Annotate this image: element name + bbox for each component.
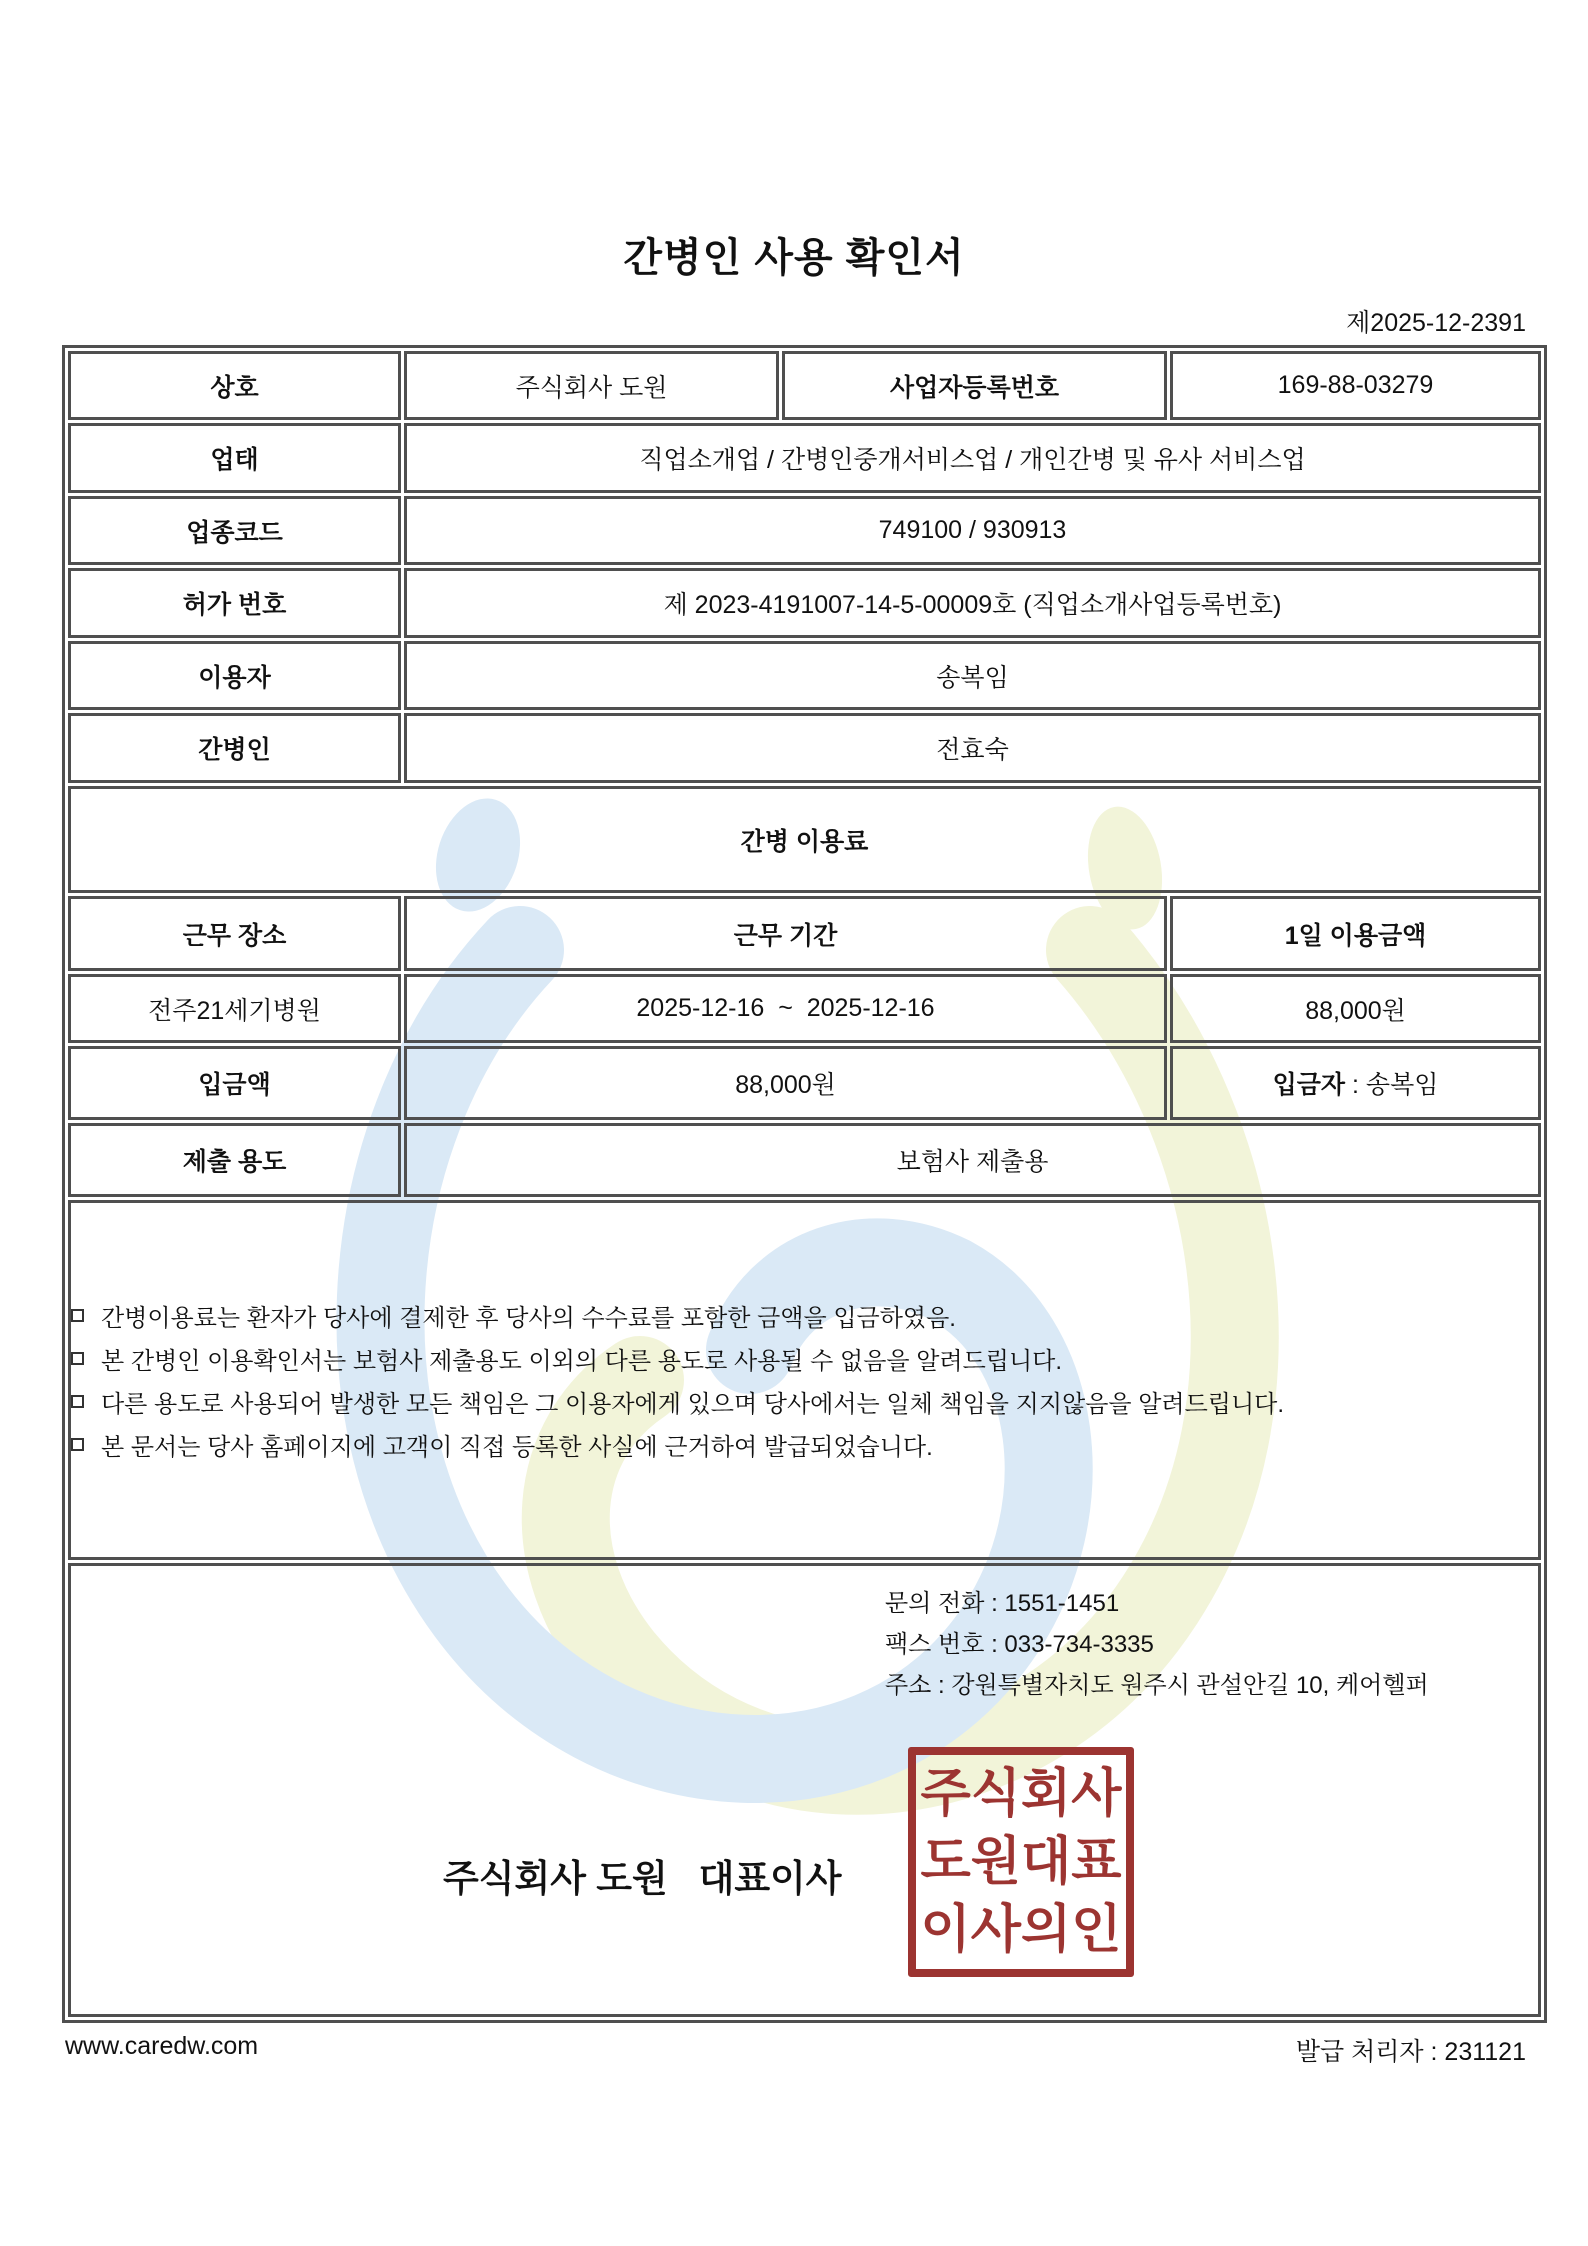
- biz-reg-number-value: 169-88-03279: [1170, 351, 1541, 420]
- table-row-deposit: [68, 1046, 1541, 1120]
- footer-issuer: 발급 처리자 : 231121: [1295, 2038, 1526, 2066]
- table-row-caregiver: [68, 713, 1541, 783]
- work-place-value: 전주21세기병원: [68, 974, 401, 1043]
- business-type-value: 직업소개업 / 간병인중개서비스업 / 개인간병 및 유사 서비스업: [404, 423, 1541, 493]
- page-title: 간병인 사용 확인서: [623, 236, 965, 280]
- document-table: [62, 345, 1547, 2023]
- table-row-fee-section-title: [68, 786, 1541, 893]
- user-value: 송복임: [404, 641, 1541, 710]
- purpose-label: 제출 용도: [68, 1123, 401, 1197]
- note-text: 본 문서는 당사 홈페이지에 고객이 직접 등록한 사실에 근거하여 발급되었습니다.: [101, 1434, 933, 1461]
- deposit-amount-value: 88,000원: [404, 1046, 1167, 1120]
- contact-fax: 팩스 번호 : 033-734-3335: [885, 1631, 1154, 1658]
- contact-block: [885, 1583, 1429, 1706]
- deposit-label: 입금액: [68, 1046, 401, 1120]
- industry-code-label: 업종코드: [68, 496, 401, 565]
- note-line: [71, 1337, 1538, 1380]
- work-place-header: 근무 장소: [68, 896, 401, 971]
- footer-website: www.caredw.com: [65, 2032, 259, 2060]
- seal-line: 도원대표: [920, 1833, 1122, 1891]
- note-line: [71, 1294, 1538, 1337]
- table-row-permit-number: [68, 568, 1541, 638]
- period-end: 2025-12-16: [806, 994, 935, 1022]
- document-number: 제2025-12-2391: [1346, 309, 1526, 337]
- depositor-cell: [1170, 1046, 1541, 1120]
- table-row-fee-headers: [68, 896, 1541, 971]
- work-period-header: 근무 기간: [404, 896, 1167, 971]
- purpose-value: 보험사 제출용: [404, 1123, 1541, 1197]
- depositor-name: 송복임: [1365, 1071, 1439, 1099]
- note-line: [71, 1423, 1538, 1466]
- table-row-user: [68, 641, 1541, 710]
- bullet-square-icon: [71, 1395, 84, 1408]
- table-row-industry-code: [68, 496, 1541, 565]
- note-line: [71, 1380, 1538, 1423]
- bullet-square-icon: [71, 1352, 84, 1365]
- company-value: 주식회사 도원: [404, 351, 779, 420]
- corporate-seal-stamp: [908, 1747, 1134, 1977]
- contact-phone: 문의 전화 : 1551-1451: [885, 1590, 1120, 1617]
- daily-amount-value: 88,000원: [1170, 974, 1541, 1043]
- fee-section-title: 간병 이용료: [68, 786, 1541, 893]
- caregiver-value: 전효숙: [404, 713, 1541, 783]
- daily-amount-header: 1일 이용금액: [1170, 896, 1541, 971]
- note-text: 본 간병인 이용확인서는 보험사 제출용도 이외의 다른 용도로 사용될 수 없음을 알려드립니다.: [101, 1348, 1063, 1375]
- period-start: 2025-12-16: [636, 994, 765, 1022]
- table-row-fee-values: [68, 974, 1541, 1043]
- caregiver-label: 간병인: [68, 713, 401, 783]
- notes-box: [68, 1200, 1541, 1560]
- permit-number-label: 허가 번호: [68, 568, 401, 638]
- bullet-square-icon: [71, 1438, 84, 1451]
- note-text: 간병이용료는 환자가 당사에 결제한 후 당사의 수수료를 포함한 금액을 입금하였음.: [101, 1305, 956, 1332]
- biz-reg-number-label: 사업자등록번호: [782, 351, 1167, 420]
- user-label: 이용자: [68, 641, 401, 710]
- table-row-notes: [68, 1200, 1541, 1560]
- depositor-label: 입금자: [1272, 1071, 1346, 1099]
- work-period-value: [404, 974, 1167, 1043]
- table-row-company: [68, 351, 1541, 420]
- seal-line: 이사의인: [920, 1901, 1122, 1959]
- company-signature: 주식회사 도원 대표이사: [443, 1858, 842, 1899]
- company-label: 상호: [68, 351, 401, 420]
- table-row-purpose: [68, 1123, 1541, 1197]
- bullet-square-icon: [71, 1309, 84, 1322]
- contact-address: 주소 : 강원특별자치도 원주시 관설안길 10, 케어헬퍼: [885, 1672, 1429, 1699]
- permit-number-value: 제 2023-4191007-14-5-00009호 (직업소개사업등록번호): [404, 568, 1541, 638]
- period-separator: ~: [778, 994, 793, 1022]
- depositor-separator: :: [1345, 1071, 1366, 1099]
- seal-line: 주식회사: [920, 1765, 1122, 1823]
- industry-code-value: 749100 / 930913: [404, 496, 1541, 565]
- note-text: 다른 용도로 사용되어 발생한 모든 책임은 그 이용자에게 있으며 당사에서는 일체 책임을 지지않음을 알려드립니다.: [101, 1391, 1284, 1418]
- business-type-label: 업태: [68, 423, 401, 493]
- table-row-business-type: [68, 423, 1541, 493]
